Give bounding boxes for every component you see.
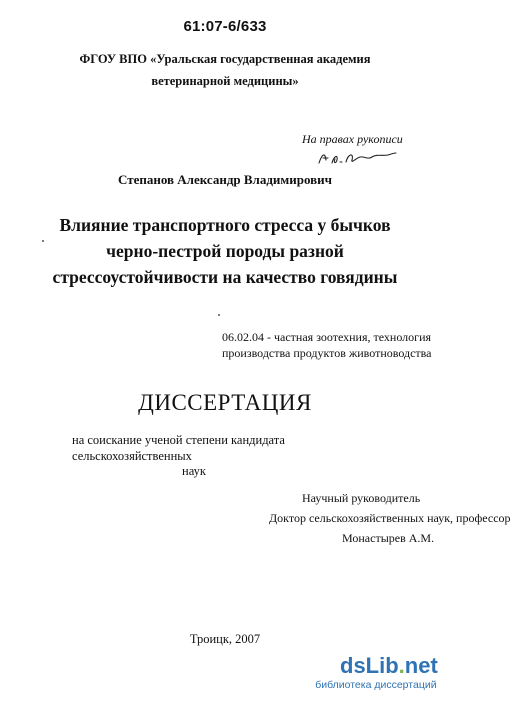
scan-speck (218, 314, 220, 316)
watermark-logo[interactable] (340, 654, 438, 678)
watermark-logo-tld: net (404, 653, 438, 678)
handwritten-signature (316, 148, 398, 168)
watermark-logo-main: dsLib (340, 653, 399, 678)
document-type: ДИССЕРТАЦИЯ (138, 390, 312, 415)
watermark[interactable] (315, 653, 438, 692)
dissertation-title (30, 212, 420, 290)
specialty-line-1: 06.02.04 - частная зоотехния, технология (222, 330, 432, 344)
specialty (222, 330, 432, 361)
org-line-1: ФГОУ ВПО «Уральская государственная академия (79, 52, 371, 66)
degree-line-1: на соискание ученой степени кандидата сельскохозяйственных (72, 433, 285, 463)
archive-code: 61:07-6/633 (183, 18, 267, 35)
place-and-year: Троицк, 2007 (189, 632, 261, 646)
supervisor-block (269, 488, 511, 548)
supervisor-label: Научный руководитель (302, 491, 421, 505)
title-line-1: Влияние транспортного стресса у бычков (59, 215, 391, 235)
specialty-line-2: производства продуктов животноводства (222, 345, 432, 360)
degree-line-2: наук (182, 464, 206, 478)
title-line-3: стрессоустойчивости на качество говядины (52, 267, 398, 287)
org-line-2: ветеринарной медицины» (151, 74, 299, 88)
supervisor-name: Монастырев А.М. (342, 531, 435, 545)
author-name: Степанов Александр Владимирович (117, 172, 333, 187)
degree-statement (72, 433, 402, 480)
organization-name (60, 48, 390, 92)
supervisor-degree: Доктор сельскохозяйственных наук, профессор (269, 511, 511, 525)
watermark-logo-dot: . (398, 653, 405, 678)
scan-speck (42, 240, 44, 242)
watermark-subtitle: библиотека диссертаций (315, 679, 437, 691)
manuscript-rights-note: На правах рукописи (302, 132, 403, 146)
title-line-2: черно-пестрой породы разной (106, 241, 344, 261)
